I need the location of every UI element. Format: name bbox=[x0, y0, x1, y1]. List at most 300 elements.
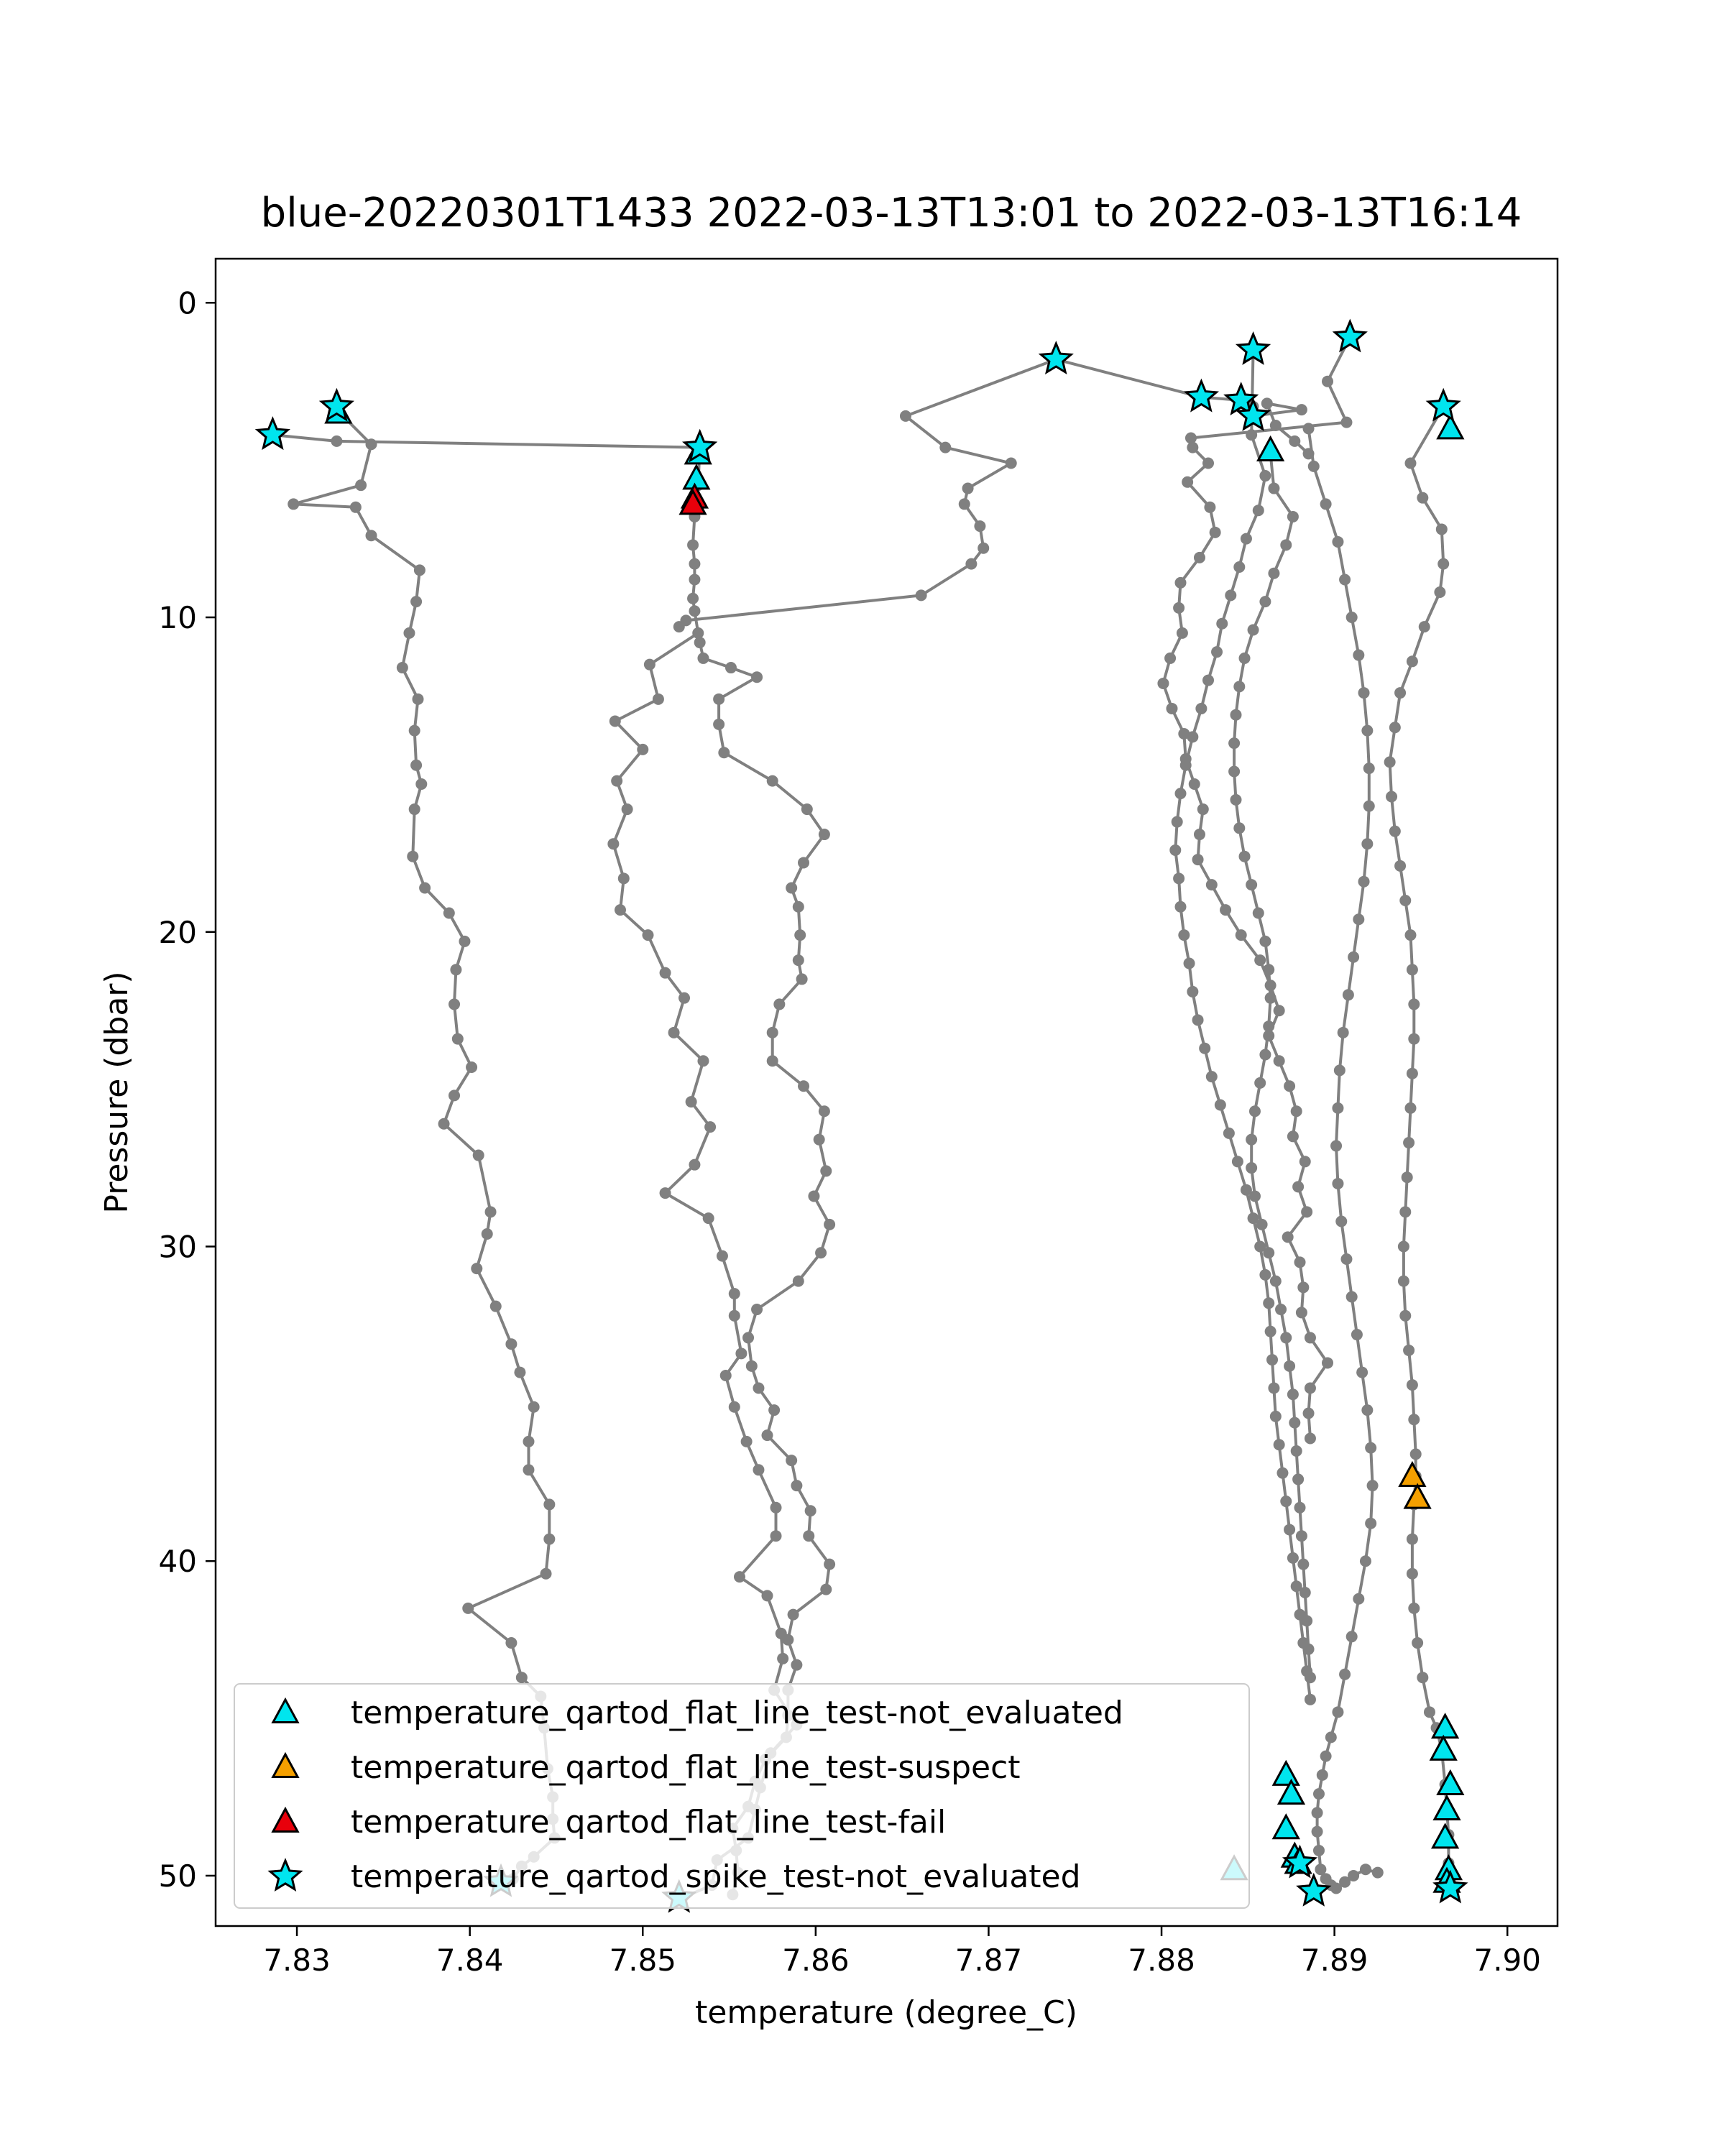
data-point bbox=[773, 998, 785, 1010]
data-point bbox=[1254, 954, 1266, 966]
data-point bbox=[1182, 476, 1193, 488]
data-point bbox=[355, 479, 367, 491]
data-point bbox=[1232, 1156, 1243, 1167]
data-point bbox=[1233, 822, 1245, 834]
data-point bbox=[1394, 860, 1406, 872]
data-point bbox=[1353, 650, 1364, 661]
data-point bbox=[1303, 1644, 1315, 1655]
data-point bbox=[1248, 625, 1259, 636]
data-point bbox=[1187, 986, 1198, 998]
data-point bbox=[767, 775, 778, 787]
data-point bbox=[1361, 1404, 1373, 1416]
data-point bbox=[1372, 1867, 1384, 1879]
data-point bbox=[1189, 778, 1200, 790]
data-point bbox=[409, 725, 420, 737]
data-point bbox=[753, 1464, 764, 1475]
x-tick-label: 7.88 bbox=[1128, 1943, 1195, 1978]
data-point bbox=[1408, 998, 1420, 1010]
data-point bbox=[916, 589, 927, 601]
data-point bbox=[1230, 794, 1241, 806]
data-point bbox=[1206, 879, 1218, 890]
data-point bbox=[523, 1464, 534, 1475]
legend-flat-suspect-label: temperature_qartod_flat_line_test-suspect bbox=[351, 1749, 1021, 1786]
legend-flat-not-evaluated-label: temperature_qartod_flat_line_test-not_evaluated bbox=[351, 1695, 1123, 1731]
data-point bbox=[1246, 1162, 1257, 1174]
data-point bbox=[1407, 1068, 1418, 1079]
data-point bbox=[939, 442, 951, 453]
data-point bbox=[1305, 1672, 1316, 1683]
data-point bbox=[824, 1219, 835, 1230]
data-point bbox=[1358, 876, 1370, 888]
y-tick-label: 40 bbox=[158, 1544, 197, 1580]
data-point bbox=[1332, 1178, 1343, 1189]
data-point bbox=[1403, 1345, 1414, 1356]
data-point bbox=[1424, 1706, 1435, 1718]
data-point bbox=[1291, 1445, 1302, 1457]
data-point bbox=[1346, 1291, 1358, 1303]
data-point bbox=[1410, 1448, 1422, 1460]
data-point bbox=[350, 502, 362, 513]
data-point bbox=[788, 1609, 799, 1621]
data-point bbox=[815, 1247, 827, 1258]
data-point bbox=[1305, 1694, 1316, 1705]
data-point bbox=[1210, 527, 1221, 538]
data-point bbox=[1256, 1219, 1268, 1230]
data-point bbox=[1419, 621, 1430, 632]
data-point bbox=[540, 1568, 552, 1580]
data-point bbox=[746, 1360, 758, 1372]
data-point bbox=[412, 694, 423, 705]
data-point bbox=[407, 851, 418, 862]
data-point bbox=[1287, 511, 1299, 522]
data-point bbox=[288, 498, 299, 510]
data-point bbox=[1215, 1100, 1226, 1111]
x-axis-label: temperature (degree_C) bbox=[695, 1994, 1077, 2031]
data-point bbox=[1175, 577, 1187, 589]
data-point bbox=[1361, 725, 1373, 737]
data-point bbox=[1407, 655, 1418, 667]
data-point bbox=[1404, 458, 1416, 469]
data-point bbox=[1175, 901, 1187, 913]
data-point bbox=[697, 1055, 709, 1067]
data-point bbox=[607, 838, 619, 849]
data-point bbox=[1332, 1102, 1343, 1114]
data-point bbox=[1259, 1049, 1271, 1060]
data-point bbox=[686, 1096, 697, 1107]
data-point bbox=[448, 998, 460, 1010]
data-point bbox=[786, 1455, 797, 1466]
data-point bbox=[1301, 1615, 1312, 1626]
x-tick-label: 7.86 bbox=[782, 1943, 850, 1978]
data-point bbox=[1239, 653, 1251, 664]
data-point bbox=[1233, 681, 1245, 692]
data-point bbox=[1312, 1807, 1323, 1818]
data-point bbox=[543, 1534, 555, 1545]
data-point bbox=[1332, 1706, 1343, 1718]
data-point bbox=[1263, 964, 1274, 975]
data-point bbox=[1268, 483, 1279, 494]
data-point bbox=[505, 1637, 517, 1649]
data-point bbox=[791, 1480, 802, 1491]
data-point bbox=[1241, 533, 1252, 545]
data-point bbox=[742, 1332, 754, 1343]
data-point bbox=[1389, 722, 1401, 733]
x-tick-label: 7.87 bbox=[954, 1943, 1023, 1978]
data-point bbox=[1363, 763, 1375, 774]
data-point bbox=[735, 1348, 747, 1359]
data-point bbox=[753, 1382, 764, 1393]
data-point bbox=[704, 1121, 716, 1133]
data-point bbox=[1187, 731, 1198, 742]
data-point bbox=[798, 857, 809, 868]
data-point bbox=[1434, 586, 1445, 598]
data-point bbox=[366, 530, 377, 541]
data-point bbox=[1317, 1769, 1328, 1781]
data-point bbox=[959, 498, 970, 510]
data-point bbox=[1399, 895, 1411, 906]
data-point bbox=[1246, 1134, 1257, 1146]
data-point bbox=[761, 1590, 773, 1601]
data-point bbox=[1184, 958, 1195, 969]
data-point bbox=[459, 936, 470, 947]
data-point bbox=[1220, 904, 1231, 916]
data-point bbox=[751, 671, 763, 683]
data-point bbox=[978, 543, 989, 554]
data-point bbox=[1164, 653, 1176, 664]
data-point bbox=[490, 1301, 502, 1312]
data-point bbox=[505, 1338, 517, 1350]
data-point bbox=[1259, 1269, 1271, 1281]
data-point bbox=[1300, 1156, 1311, 1167]
data-point bbox=[1263, 1021, 1274, 1032]
data-point bbox=[1166, 703, 1177, 714]
data-point bbox=[1169, 844, 1181, 856]
data-point bbox=[1367, 1480, 1379, 1491]
data-point bbox=[729, 1310, 740, 1322]
data-point bbox=[1351, 1329, 1363, 1340]
x-tick-label: 7.89 bbox=[1300, 1943, 1368, 1978]
data-point bbox=[824, 1559, 835, 1570]
x-tick-label: 7.85 bbox=[609, 1943, 677, 1978]
data-point bbox=[794, 929, 806, 941]
data-point bbox=[1297, 1559, 1309, 1570]
data-point bbox=[415, 778, 427, 790]
data-point bbox=[1284, 1360, 1295, 1372]
data-point bbox=[1284, 1524, 1295, 1535]
data-point bbox=[1175, 788, 1187, 799]
data-point bbox=[610, 715, 621, 727]
data-point bbox=[1254, 1077, 1266, 1089]
data-point bbox=[1353, 913, 1364, 925]
data-point bbox=[466, 1061, 477, 1073]
x-tick-label: 7.84 bbox=[436, 1943, 504, 1978]
data-point bbox=[1280, 539, 1292, 550]
data-point bbox=[1389, 826, 1401, 837]
data-point bbox=[1296, 1307, 1307, 1318]
data-point bbox=[1332, 536, 1343, 548]
data-point bbox=[1202, 675, 1214, 686]
data-point bbox=[703, 1212, 714, 1224]
data-point bbox=[1384, 756, 1396, 768]
data-point bbox=[1265, 980, 1276, 991]
data-point bbox=[1261, 397, 1273, 409]
data-point bbox=[1399, 1206, 1411, 1217]
data-point bbox=[653, 694, 664, 705]
data-point bbox=[1297, 1281, 1309, 1293]
data-point bbox=[798, 1080, 809, 1092]
data-point bbox=[694, 637, 706, 648]
data-point bbox=[1300, 1587, 1311, 1598]
data-point bbox=[1194, 552, 1205, 563]
data-point bbox=[1408, 1603, 1420, 1614]
data-point bbox=[808, 1190, 819, 1202]
data-point bbox=[1358, 687, 1370, 699]
data-point bbox=[687, 539, 699, 550]
data-point bbox=[1194, 829, 1205, 840]
data-point bbox=[438, 1118, 450, 1130]
data-point bbox=[1408, 1414, 1420, 1425]
data-point bbox=[1417, 492, 1428, 504]
y-tick-label: 50 bbox=[158, 1858, 197, 1894]
data-point bbox=[697, 653, 709, 664]
data-point bbox=[642, 929, 653, 941]
data-point bbox=[1276, 1468, 1288, 1479]
data-point bbox=[523, 1436, 534, 1447]
data-point bbox=[1228, 766, 1240, 778]
legend-spike-not-evaluated-label: temperature_qartod_spike_test-not_evaluated bbox=[351, 1858, 1081, 1895]
data-point bbox=[1230, 709, 1241, 721]
data-point bbox=[1289, 1417, 1300, 1429]
data-point bbox=[720, 1370, 732, 1381]
legend bbox=[234, 1684, 1249, 1908]
data-point bbox=[1346, 1631, 1358, 1642]
data-point bbox=[729, 1288, 740, 1299]
data-point bbox=[1233, 561, 1245, 573]
data-point bbox=[1180, 760, 1192, 771]
data-point bbox=[1436, 523, 1448, 535]
data-point bbox=[803, 1530, 814, 1542]
data-point bbox=[1407, 1379, 1418, 1391]
data-point bbox=[1259, 470, 1271, 482]
data-point bbox=[1270, 1411, 1282, 1422]
data-point bbox=[1284, 1080, 1295, 1092]
data-point bbox=[1313, 1788, 1325, 1800]
data-point bbox=[1274, 1439, 1285, 1450]
data-point bbox=[1402, 1171, 1413, 1183]
data-point bbox=[1294, 1502, 1306, 1514]
data-point bbox=[1211, 646, 1223, 658]
data-point bbox=[409, 803, 420, 815]
data-point bbox=[1172, 816, 1183, 828]
data-point bbox=[1339, 1669, 1351, 1680]
data-point bbox=[1296, 404, 1307, 415]
data-point bbox=[1296, 1530, 1307, 1542]
data-point bbox=[1265, 992, 1276, 1004]
data-point bbox=[1320, 1751, 1332, 1762]
data-point bbox=[689, 558, 700, 570]
data-point bbox=[725, 662, 737, 673]
data-point bbox=[1360, 1864, 1371, 1875]
data-point bbox=[678, 992, 690, 1004]
data-point bbox=[1287, 1130, 1299, 1142]
data-point bbox=[1303, 423, 1315, 434]
data-point bbox=[1187, 442, 1198, 453]
data-point bbox=[448, 1089, 460, 1101]
data-point bbox=[1399, 1310, 1411, 1322]
data-point bbox=[1216, 618, 1228, 630]
data-point bbox=[687, 593, 699, 604]
data-point bbox=[1348, 1870, 1359, 1881]
data-point bbox=[1335, 1215, 1347, 1227]
data-point bbox=[1225, 589, 1236, 601]
data-point bbox=[1361, 838, 1373, 849]
data-point bbox=[689, 605, 700, 617]
x-tick-label: 7.90 bbox=[1473, 1943, 1541, 1978]
data-point bbox=[1246, 429, 1257, 441]
data-point bbox=[1353, 1593, 1364, 1605]
data-point bbox=[689, 573, 700, 585]
data-point bbox=[1265, 1326, 1276, 1337]
data-point bbox=[1291, 1105, 1302, 1117]
data-point bbox=[419, 882, 431, 893]
data-point bbox=[1356, 1367, 1368, 1378]
data-point bbox=[1301, 1206, 1312, 1217]
data-point bbox=[1348, 952, 1359, 963]
data-point bbox=[680, 614, 691, 626]
data-point bbox=[1338, 1027, 1349, 1038]
data-point bbox=[1339, 573, 1351, 585]
data-point bbox=[1177, 627, 1188, 639]
data-point bbox=[1006, 458, 1017, 469]
data-point bbox=[786, 882, 797, 893]
y-tick-label: 10 bbox=[158, 600, 197, 636]
data-point bbox=[1343, 989, 1354, 1000]
data-point bbox=[1268, 1382, 1279, 1393]
legend-flat-fail-label: temperature_qartod_flat_line_test-fail bbox=[351, 1804, 947, 1841]
data-point bbox=[793, 954, 804, 966]
data-point bbox=[1325, 1731, 1337, 1743]
data-point bbox=[1386, 791, 1397, 803]
data-point bbox=[1394, 687, 1406, 699]
data-point bbox=[741, 1436, 753, 1447]
data-point bbox=[543, 1498, 555, 1510]
data-point bbox=[1266, 1354, 1278, 1365]
data-point bbox=[1294, 1256, 1306, 1268]
data-point bbox=[1289, 436, 1300, 447]
data-point bbox=[718, 747, 730, 758]
data-point bbox=[1322, 376, 1333, 387]
data-point bbox=[1363, 801, 1375, 812]
data-point bbox=[1305, 1382, 1316, 1393]
data-point bbox=[1157, 678, 1169, 689]
data-point bbox=[1253, 505, 1264, 516]
data-point bbox=[1275, 1304, 1287, 1315]
data-point bbox=[410, 596, 422, 607]
data-point bbox=[1280, 1496, 1292, 1507]
data-point bbox=[485, 1206, 497, 1217]
chart-title: blue-20220301T1433 2022-03-13T13:01 to 2022-03-13T16:14 bbox=[260, 190, 1522, 236]
data-point bbox=[1412, 1637, 1423, 1649]
data-point bbox=[1178, 929, 1190, 941]
data-point bbox=[1346, 612, 1358, 623]
data-point bbox=[637, 744, 648, 755]
data-point bbox=[615, 904, 626, 916]
data-point bbox=[1308, 461, 1320, 472]
data-point bbox=[1305, 1332, 1316, 1343]
data-point bbox=[761, 1429, 773, 1441]
data-point bbox=[1192, 1014, 1204, 1026]
y-tick-label: 30 bbox=[158, 1229, 197, 1265]
data-point bbox=[443, 907, 455, 918]
data-point bbox=[974, 520, 985, 532]
data-point bbox=[1280, 1332, 1292, 1343]
y-axis-label: Pressure (dbar) bbox=[98, 971, 135, 1214]
data-point bbox=[452, 1033, 464, 1045]
y-tick-label: 20 bbox=[158, 914, 197, 950]
data-point bbox=[450, 964, 461, 975]
data-point bbox=[1292, 1473, 1304, 1485]
data-point bbox=[777, 1653, 788, 1664]
data-point bbox=[1403, 1137, 1414, 1148]
data-point bbox=[1340, 417, 1352, 428]
data-point bbox=[660, 1187, 671, 1199]
data-point bbox=[1287, 1388, 1299, 1400]
data-point bbox=[1330, 1140, 1342, 1151]
data-point bbox=[1274, 1005, 1285, 1016]
data-point bbox=[1263, 1247, 1274, 1258]
y-tick-label: 0 bbox=[178, 285, 197, 321]
data-point bbox=[965, 558, 977, 570]
data-point bbox=[1313, 1845, 1325, 1856]
data-point bbox=[1408, 1033, 1420, 1045]
data-point bbox=[1239, 851, 1251, 862]
data-point bbox=[528, 1401, 540, 1413]
data-point bbox=[1287, 1552, 1299, 1564]
data-point bbox=[471, 1263, 482, 1274]
data-point bbox=[611, 775, 622, 787]
data-point bbox=[618, 872, 630, 884]
data-point bbox=[1303, 1407, 1315, 1419]
data-point bbox=[1253, 907, 1264, 918]
data-point bbox=[1365, 1518, 1376, 1529]
data-point bbox=[403, 627, 415, 639]
data-point bbox=[1195, 703, 1207, 714]
data-point bbox=[644, 659, 656, 671]
data-point bbox=[1404, 929, 1416, 941]
data-point bbox=[805, 1505, 816, 1516]
data-point bbox=[514, 1367, 525, 1378]
data-point bbox=[331, 436, 342, 447]
data-point bbox=[1360, 1555, 1371, 1567]
data-point bbox=[1173, 872, 1184, 884]
data-point bbox=[1334, 1064, 1346, 1076]
data-point bbox=[796, 973, 808, 985]
data-point bbox=[1438, 558, 1449, 570]
data-point bbox=[1305, 1433, 1316, 1445]
data-point bbox=[793, 901, 804, 913]
data-point bbox=[1417, 1672, 1428, 1683]
data-point bbox=[900, 410, 911, 422]
data-point bbox=[516, 1672, 528, 1683]
x-tick-label: 7.83 bbox=[263, 1943, 331, 1978]
data-point bbox=[1199, 1043, 1210, 1054]
data-point bbox=[767, 1027, 778, 1038]
data-point bbox=[1204, 502, 1215, 513]
data-point bbox=[793, 1276, 804, 1287]
data-point bbox=[1320, 498, 1332, 510]
data-point bbox=[819, 1105, 830, 1117]
data-point bbox=[770, 1530, 782, 1542]
